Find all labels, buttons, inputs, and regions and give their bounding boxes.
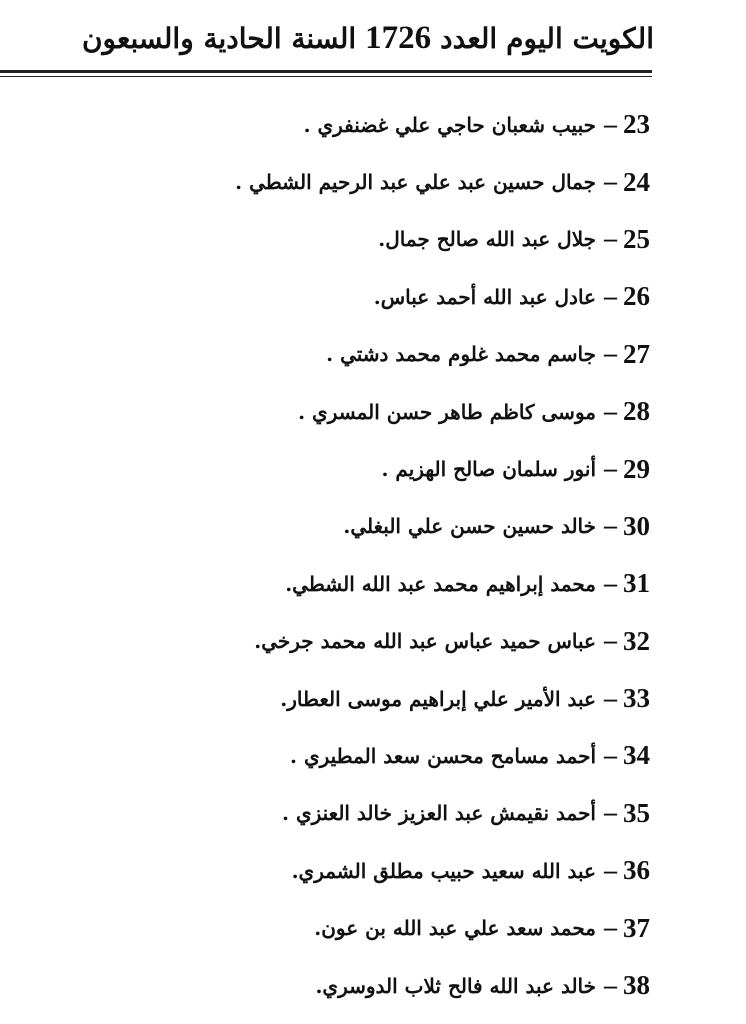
item-name: أنور سلمان صالح الهزيم . bbox=[381, 457, 596, 482]
list-item bbox=[0, 153, 746, 210]
item-dash: – bbox=[604, 454, 617, 484]
item-dash: – bbox=[604, 970, 617, 1000]
item-name: موسى كاظم طاهر حسن المسري . bbox=[298, 399, 596, 424]
page-header bbox=[0, 14, 746, 66]
header-title bbox=[82, 14, 654, 63]
list-item bbox=[0, 670, 746, 727]
list-item bbox=[0, 727, 746, 784]
item-number: 30 bbox=[623, 510, 650, 541]
list-item bbox=[0, 957, 746, 1014]
item-name: جاسم محمد غلوم محمد دشتي . bbox=[326, 342, 596, 367]
issue-number: 1726 bbox=[365, 20, 432, 56]
list-item bbox=[0, 268, 746, 325]
item-dash: – bbox=[604, 626, 617, 656]
item-name: خالد عبد الله فالح ثلاب الدوسري. bbox=[315, 973, 596, 998]
item-dash: – bbox=[604, 683, 617, 713]
item-number: 26 bbox=[623, 281, 650, 312]
list-item bbox=[0, 498, 746, 555]
item-number: 37 bbox=[623, 912, 650, 943]
issue-label: العدد bbox=[440, 22, 498, 55]
item-name: عباس حميد عباس عبد الله محمد جرخي. bbox=[254, 629, 596, 654]
item-number: 28 bbox=[623, 396, 650, 427]
list-item bbox=[0, 326, 746, 383]
list-item bbox=[0, 211, 746, 268]
header-rule-thin bbox=[0, 76, 652, 77]
item-name: عبد الله سعيد حبيب مطلق الشمري. bbox=[291, 858, 596, 883]
item-number: 27 bbox=[623, 338, 650, 369]
list-item bbox=[0, 555, 746, 612]
item-name: أحمد مسامح محسن سعد المطيري . bbox=[290, 743, 596, 768]
item-dash: – bbox=[604, 339, 617, 369]
newspaper-name: الكويت اليوم bbox=[506, 22, 654, 55]
item-number: 32 bbox=[623, 625, 650, 656]
item-number: 24 bbox=[623, 166, 650, 197]
item-dash: – bbox=[604, 740, 617, 770]
item-dash: – bbox=[604, 568, 617, 598]
item-dash: – bbox=[604, 167, 617, 197]
list-item bbox=[0, 383, 746, 440]
item-dash: – bbox=[604, 855, 617, 885]
item-number: 35 bbox=[623, 797, 650, 828]
year-text: السنة الحادية والسبعون bbox=[81, 22, 357, 55]
item-name: جلال عبد الله صالح جمال. bbox=[378, 227, 596, 252]
item-number: 31 bbox=[623, 568, 650, 599]
item-name: محمد سعد علي عبد الله بن عون. bbox=[314, 916, 596, 941]
item-dash: – bbox=[604, 913, 617, 943]
item-dash: – bbox=[604, 511, 617, 541]
names-list bbox=[0, 96, 746, 1014]
list-item bbox=[0, 96, 746, 153]
item-number: 38 bbox=[623, 970, 650, 1001]
list-item bbox=[0, 842, 746, 899]
item-number: 36 bbox=[623, 855, 650, 886]
item-name: عادل عبد الله أحمد عباس. bbox=[373, 284, 596, 309]
list-item bbox=[0, 899, 746, 956]
item-name: خالد حسين حسن علي البغلي. bbox=[343, 514, 596, 539]
item-name: جمال حسين عبد علي عبد الرحيم الشطي . bbox=[235, 170, 596, 195]
item-name: محمد إبراهيم محمد عبد الله الشطي. bbox=[285, 571, 596, 596]
item-name: أحمد نقيمش عبد العزيز خالد العنزي . bbox=[282, 801, 596, 826]
item-number: 25 bbox=[623, 223, 650, 254]
item-dash: – bbox=[604, 224, 617, 254]
header-rule-thick bbox=[0, 70, 652, 73]
item-dash: – bbox=[604, 396, 617, 426]
item-dash: – bbox=[604, 109, 617, 139]
item-name: حبيب شعبان حاجي علي غضنفري . bbox=[303, 112, 596, 137]
list-item bbox=[0, 613, 746, 670]
item-number: 23 bbox=[623, 109, 650, 140]
item-name: عبد الأمير علي إبراهيم موسى العطار. bbox=[280, 686, 596, 711]
item-number: 34 bbox=[623, 740, 650, 771]
item-dash: – bbox=[604, 281, 617, 311]
list-item bbox=[0, 785, 746, 842]
item-number: 29 bbox=[623, 453, 650, 484]
list-item bbox=[0, 440, 746, 497]
item-number: 33 bbox=[623, 683, 650, 714]
item-dash: – bbox=[604, 798, 617, 828]
